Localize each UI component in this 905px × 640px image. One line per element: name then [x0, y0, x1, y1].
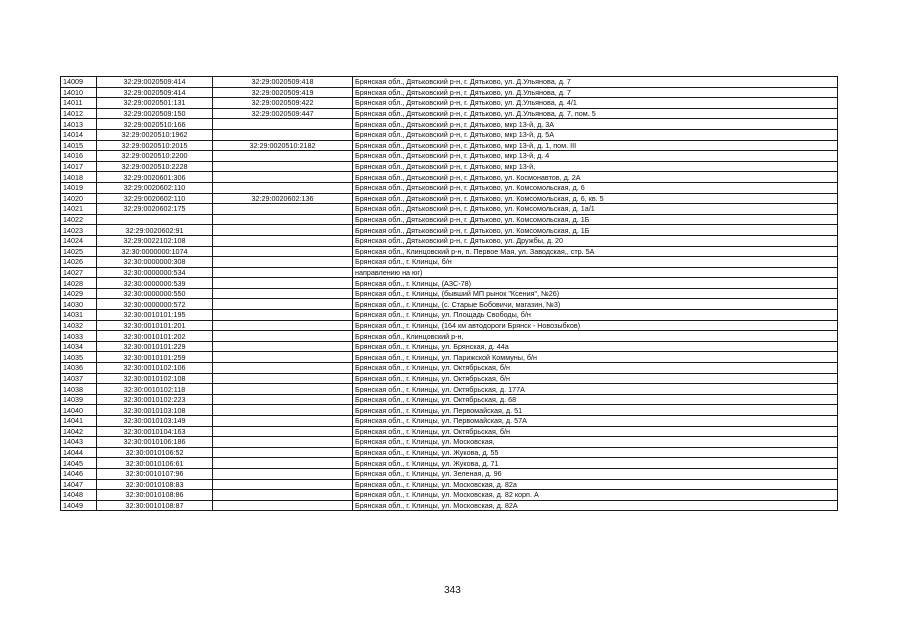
address-cell: Брянская обл., Дятьковский р-н, г. Дятьково, ул. Комсомольская, д. 1Б	[353, 214, 838, 225]
cadastral-number-cell: 32:29:0020509:414	[97, 87, 213, 98]
premises-cadastral-number-cell	[213, 172, 353, 183]
address-cell: Брянская обл., Дятьковский р-н, г. Дятьково, мкр 13-й, д. 1, пом. III	[353, 140, 838, 151]
cadastral-number-cell: 32:30:0010108:87	[97, 500, 213, 511]
table-row	[61, 182, 838, 193]
cadastral-number-cell: 32:29:0020510:2200	[97, 151, 213, 162]
cadastral-number-cell: 32:30:0010101:195	[97, 310, 213, 321]
address-cell: Брянская обл., г. Клинцы, (бывший МП рынок "Ксения", №26)	[353, 288, 838, 299]
row-number-cell: 14009	[61, 77, 97, 88]
row-number-cell: 14012	[61, 108, 97, 119]
premises-cadastral-number-cell	[213, 341, 353, 352]
address-cell: Брянская обл., Дятьковский р-н, г. Дятьково, ул. Д.Ульянова, д. 7	[353, 77, 838, 88]
address-cell: Брянская обл., Дятьковский р-н, г. Дятьково, ул. Комсомольская, д. 1а/1	[353, 204, 838, 215]
table-row	[61, 490, 838, 501]
row-number-cell: 14039	[61, 394, 97, 405]
cadastral-number-cell: 32:29:0020510:1962	[97, 129, 213, 140]
address-cell: Брянская обл., г. Клинцы, ул. Московская, д. 82 корп. А	[353, 490, 838, 501]
table-row	[61, 172, 838, 183]
row-number-cell: 14027	[61, 267, 97, 278]
cadastral-number-cell: 32:29:0020602:91	[97, 225, 213, 236]
cadastral-number-cell: 32:30:0010101:259	[97, 352, 213, 363]
row-number-cell: 14040	[61, 405, 97, 416]
premises-cadastral-number-cell	[213, 405, 353, 416]
cadastral-number-cell: 32:30:0000000:308	[97, 257, 213, 268]
row-number-cell: 14013	[61, 119, 97, 130]
address-cell: Брянская обл., Дятьковский р-н, г. Дятьково, мкр 13-й, д. 3А	[353, 119, 838, 130]
premises-cadastral-number-cell	[213, 363, 353, 374]
premises-cadastral-number-cell	[213, 299, 353, 310]
table-row	[61, 129, 838, 140]
address-cell: Брянская обл., г. Клинцы, ул. Октябрьская, д. 68	[353, 394, 838, 405]
row-number-cell: 14021	[61, 204, 97, 215]
row-number-cell: 14031	[61, 310, 97, 321]
address-cell: Брянская обл., г. Клинцы, ул. Московская, д. 82А	[353, 500, 838, 511]
premises-cadastral-number-cell	[213, 468, 353, 479]
address-cell: Брянская обл., г. Клинцы, (АЗС-78)	[353, 278, 838, 289]
address-cell: Брянская обл., г. Клинцы, ул. Парижской Коммуны, б/н	[353, 352, 838, 363]
cadastral-number-cell: 32:30:0010102:223	[97, 394, 213, 405]
address-cell: Брянская обл., Дятьковский р-н, г. Дятьково, ул. Космонавтов, д. 2А	[353, 172, 838, 183]
address-cell: Брянская обл., г. Клинцы, ул. Брянская, д. 44а	[353, 341, 838, 352]
table-row	[61, 458, 838, 469]
table-row	[61, 257, 838, 268]
address-cell: Брянская обл., Дятьковский р-н, г. Дятьково, ул. Комсомольская, д. 6	[353, 182, 838, 193]
premises-cadastral-number-cell: 32:29:0020509:418	[213, 77, 353, 88]
cadastral-number-cell: 32:29:0020510:2228	[97, 161, 213, 172]
cadastral-number-cell: 32:30:0010108:83	[97, 479, 213, 490]
cadastral-number-cell: 32:30:0010102:108	[97, 373, 213, 384]
table-row	[61, 405, 838, 416]
cadastral-number-cell: 32:30:0010108:86	[97, 490, 213, 501]
address-cell: Брянская обл., г. Клинцы, б/н	[353, 257, 838, 268]
row-number-cell: 14020	[61, 193, 97, 204]
table-row	[61, 119, 838, 130]
address-cell: направлению на юг)	[353, 267, 838, 278]
row-number-cell: 14022	[61, 214, 97, 225]
table-row	[61, 108, 838, 119]
premises-cadastral-number-cell	[213, 310, 353, 321]
row-number-cell: 14018	[61, 172, 97, 183]
cadastral-number-cell: 32:29:0020501:131	[97, 98, 213, 109]
address-cell: Брянская обл., г. Клинцы, ул. Московская,	[353, 437, 838, 448]
address-cell: Брянская обл., Дятьковский р-н, г. Дятьково, мкр 13-й, д. 4	[353, 151, 838, 162]
cadastral-number-cell: 32:30:0000000:572	[97, 299, 213, 310]
premises-cadastral-number-cell	[213, 331, 353, 342]
table-row	[61, 278, 838, 289]
address-cell: Брянская обл., Клинцовский р-н, п. Первое Мая, ул. Заводская,, стр. 5А	[353, 246, 838, 257]
cadastral-number-cell: 32:30:0010101:201	[97, 320, 213, 331]
premises-cadastral-number-cell	[213, 182, 353, 193]
cadastral-number-cell: 32:30:0000000:1074	[97, 246, 213, 257]
table-row	[61, 98, 838, 109]
address-cell: Брянская обл., г. Клинцы, ул. Октябрьская, б/н	[353, 426, 838, 437]
table-row	[61, 225, 838, 236]
row-number-cell: 14049	[61, 500, 97, 511]
premises-cadastral-number-cell	[213, 278, 353, 289]
premises-cadastral-number-cell	[213, 161, 353, 172]
address-cell: Брянская обл., Дятьковский р-н, г. Дятьково, ул. Д.Ульянова, д. 7, пом. 5	[353, 108, 838, 119]
table-row	[61, 214, 838, 225]
table-row	[61, 447, 838, 458]
premises-cadastral-number-cell	[213, 214, 353, 225]
page-number: 343	[444, 585, 461, 596]
address-cell: Брянская обл., Дятьковский р-н, г. Дятьково, ул. Д.Ульянова, д. 4/1	[353, 98, 838, 109]
premises-cadastral-number-cell: 32:29:0020509:422	[213, 98, 353, 109]
table-row	[61, 140, 838, 151]
cadastral-number-cell: 32:30:0000000:534	[97, 267, 213, 278]
table-row	[61, 500, 838, 511]
table-row	[61, 161, 838, 172]
row-number-cell: 14016	[61, 151, 97, 162]
premises-cadastral-number-cell	[213, 479, 353, 490]
premises-cadastral-number-cell: 32:29:0020602:136	[213, 193, 353, 204]
premises-cadastral-number-cell	[213, 320, 353, 331]
table-row	[61, 235, 838, 246]
table-row	[61, 299, 838, 310]
row-number-cell: 14030	[61, 299, 97, 310]
cadastral-number-cell: 32:30:0010102:106	[97, 363, 213, 374]
address-cell: Брянская обл., Дятьковский р-н, г. Дятьково, мкр 13-й, д. 5А	[353, 129, 838, 140]
cadastral-number-cell	[97, 214, 213, 225]
cadastral-number-cell: 32:30:0010106:61	[97, 458, 213, 469]
premises-cadastral-number-cell	[213, 447, 353, 458]
row-number-cell: 14023	[61, 225, 97, 236]
cadastral-number-cell: 32:29:0020510:2015	[97, 140, 213, 151]
address-cell: Брянская обл., г. Клинцы, ул. Московская, д. 82а	[353, 479, 838, 490]
address-cell: Брянская обл., Дятьковский р-н, г. Дятьково, ул. Дружбы, д. 20	[353, 235, 838, 246]
table-row	[61, 204, 838, 215]
address-cell: Брянская обл., г. Клинцы, ул. Зеленая, д. 96	[353, 468, 838, 479]
registry-table-body	[61, 77, 838, 511]
premises-cadastral-number-cell	[213, 225, 353, 236]
table-row	[61, 468, 838, 479]
table-row	[61, 384, 838, 395]
cadastral-number-cell: 32:30:0010102:118	[97, 384, 213, 395]
row-number-cell: 14025	[61, 246, 97, 257]
address-cell: Брянская обл., Дятьковский р-н, г. Дятьково, ул. Комсомольская, д. 1Б	[353, 225, 838, 236]
row-number-cell: 14035	[61, 352, 97, 363]
row-number-cell: 14011	[61, 98, 97, 109]
premises-cadastral-number-cell: 32:29:0020510:2182	[213, 140, 353, 151]
row-number-cell: 14034	[61, 341, 97, 352]
cadastral-number-cell: 32:30:0010106:52	[97, 447, 213, 458]
premises-cadastral-number-cell	[213, 437, 353, 448]
row-number-cell: 14028	[61, 278, 97, 289]
cadastral-number-cell: 32:29:0022102:108	[97, 235, 213, 246]
table-row	[61, 331, 838, 342]
row-number-cell: 14033	[61, 331, 97, 342]
address-cell: Брянская обл., г. Клинцы, (164 км автодороги Брянск - Новозыбков)	[353, 320, 838, 331]
cadastral-number-cell: 32:30:0010101:202	[97, 331, 213, 342]
row-number-cell: 14038	[61, 384, 97, 395]
row-number-cell: 14019	[61, 182, 97, 193]
cadastral-number-cell: 32:30:0000000:539	[97, 278, 213, 289]
premises-cadastral-number-cell	[213, 246, 353, 257]
premises-cadastral-number-cell	[213, 384, 353, 395]
table-row	[61, 352, 838, 363]
premises-cadastral-number-cell	[213, 394, 353, 405]
premises-cadastral-number-cell	[213, 267, 353, 278]
premises-cadastral-number-cell	[213, 119, 353, 130]
table-row	[61, 320, 838, 331]
row-number-cell: 14046	[61, 468, 97, 479]
table-row	[61, 246, 838, 257]
premises-cadastral-number-cell	[213, 151, 353, 162]
cadastral-number-cell: 32:29:0020509:414	[97, 77, 213, 88]
table-row	[61, 288, 838, 299]
table-row	[61, 394, 838, 405]
premises-cadastral-number-cell	[213, 490, 353, 501]
address-cell: Брянская обл., Дятьковский р-н, г. Дятьково, мкр 13-й,	[353, 161, 838, 172]
table-row	[61, 310, 838, 321]
cadastral-number-cell: 32:30:0010101:229	[97, 341, 213, 352]
table-row	[61, 193, 838, 204]
table-row	[61, 416, 838, 427]
address-cell: Брянская обл., г. Клинцы, ул. Октябрьская, б/н	[353, 373, 838, 384]
cadastral-number-cell: 32:29:0020601:306	[97, 172, 213, 183]
table-row	[61, 267, 838, 278]
address-cell: Брянская обл., г. Клинцы, ул. Первомайская, д. 57А	[353, 416, 838, 427]
premises-cadastral-number-cell	[213, 235, 353, 246]
row-number-cell: 14015	[61, 140, 97, 151]
address-cell: Брянская обл., г. Клинцы, ул. Октябрьская, д. 177А	[353, 384, 838, 395]
address-cell: Брянская обл., Дятьковский р-н, г. Дятьково, ул. Комсомольская, д. 6, кв. 5	[353, 193, 838, 204]
address-cell: Брянская обл., Дятьковский р-н, г. Дятьково, ул. Д.Ульянова, д. 7	[353, 87, 838, 98]
row-number-cell: 14042	[61, 426, 97, 437]
address-cell: Брянская обл., Клинцовский р-н,	[353, 331, 838, 342]
row-number-cell: 14029	[61, 288, 97, 299]
row-number-cell: 14037	[61, 373, 97, 384]
row-number-cell: 14043	[61, 437, 97, 448]
row-number-cell: 14036	[61, 363, 97, 374]
premises-cadastral-number-cell	[213, 416, 353, 427]
cadastral-number-cell: 32:29:0020510:166	[97, 119, 213, 130]
premises-cadastral-number-cell	[213, 352, 353, 363]
premises-cadastral-number-cell: 32:29:0020509:419	[213, 87, 353, 98]
table-row	[61, 87, 838, 98]
premises-cadastral-number-cell	[213, 129, 353, 140]
cadastral-number-cell: 32:30:0010103:108	[97, 405, 213, 416]
cadastral-number-cell: 32:30:0010103:149	[97, 416, 213, 427]
address-cell: Брянская обл., г. Клинцы, ул. Жукова, д. 71	[353, 458, 838, 469]
cadastral-number-cell: 32:29:0020602:175	[97, 204, 213, 215]
premises-cadastral-number-cell	[213, 288, 353, 299]
cadastral-number-cell: 32:30:0010104:163	[97, 426, 213, 437]
table-row	[61, 151, 838, 162]
row-number-cell: 14014	[61, 129, 97, 140]
premises-cadastral-number-cell	[213, 204, 353, 215]
table-row	[61, 77, 838, 88]
row-number-cell: 14045	[61, 458, 97, 469]
address-cell: Брянская обл., г. Клинцы, ул. Октябрьская, б/н	[353, 363, 838, 374]
premises-cadastral-number-cell	[213, 458, 353, 469]
row-number-cell: 14041	[61, 416, 97, 427]
table-row	[61, 426, 838, 437]
registry-table	[60, 76, 838, 511]
row-number-cell: 14032	[61, 320, 97, 331]
cadastral-number-cell: 32:30:0010106:186	[97, 437, 213, 448]
address-cell: Брянская обл., г. Клинцы, ул. Жукова, д. 55	[353, 447, 838, 458]
row-number-cell: 14048	[61, 490, 97, 501]
row-number-cell: 14026	[61, 257, 97, 268]
cadastral-number-cell: 32:29:0020602:110	[97, 193, 213, 204]
row-number-cell: 14017	[61, 161, 97, 172]
cadastral-number-cell: 32:30:0000000:550	[97, 288, 213, 299]
premises-cadastral-number-cell	[213, 426, 353, 437]
address-cell: Брянская обл., г. Клинцы, (с. Старые Бобовичи, магазин, №3)	[353, 299, 838, 310]
row-number-cell: 14024	[61, 235, 97, 246]
premises-cadastral-number-cell	[213, 500, 353, 511]
premises-cadastral-number-cell	[213, 373, 353, 384]
row-number-cell: 14047	[61, 479, 97, 490]
cadastral-number-cell: 32:30:0010107:96	[97, 468, 213, 479]
address-cell: Брянская обл., г. Клинцы, ул. Площадь Свободы, б/н	[353, 310, 838, 321]
address-cell: Брянская обл., г. Клинцы, ул. Первомайская, д. 51	[353, 405, 838, 416]
table-row	[61, 341, 838, 352]
premises-cadastral-number-cell	[213, 257, 353, 268]
table-row	[61, 437, 838, 448]
table-row	[61, 479, 838, 490]
row-number-cell: 14010	[61, 87, 97, 98]
table-row	[61, 363, 838, 374]
table-row	[61, 373, 838, 384]
cadastral-number-cell: 32:29:0020509:150	[97, 108, 213, 119]
premises-cadastral-number-cell: 32:29:0020509:447	[213, 108, 353, 119]
cadastral-number-cell: 32:29:0020602:110	[97, 182, 213, 193]
row-number-cell: 14044	[61, 447, 97, 458]
